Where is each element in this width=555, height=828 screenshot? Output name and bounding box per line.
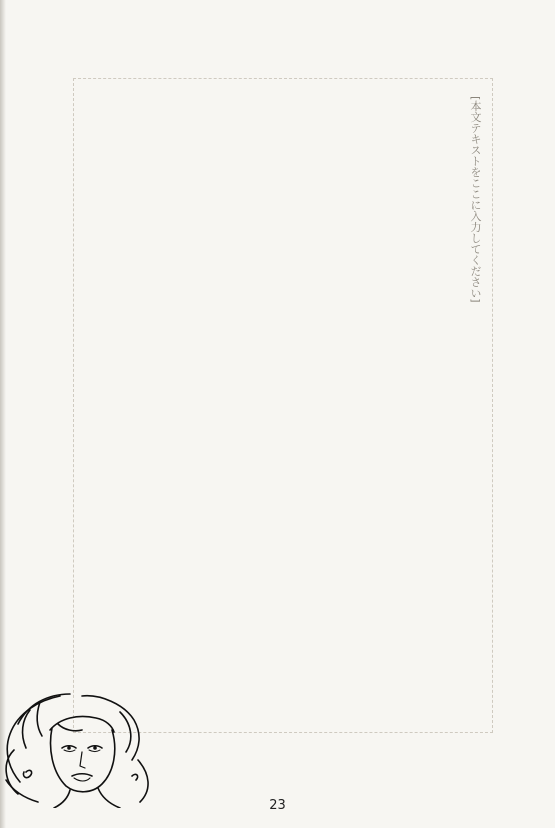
page-number: 23 — [269, 798, 286, 813]
vertical-text-block — [73, 78, 493, 733]
paragraph-1: [本文テキストをここに入力してください] — [469, 96, 482, 303]
portrait-sketch-illustration — [0, 690, 165, 808]
